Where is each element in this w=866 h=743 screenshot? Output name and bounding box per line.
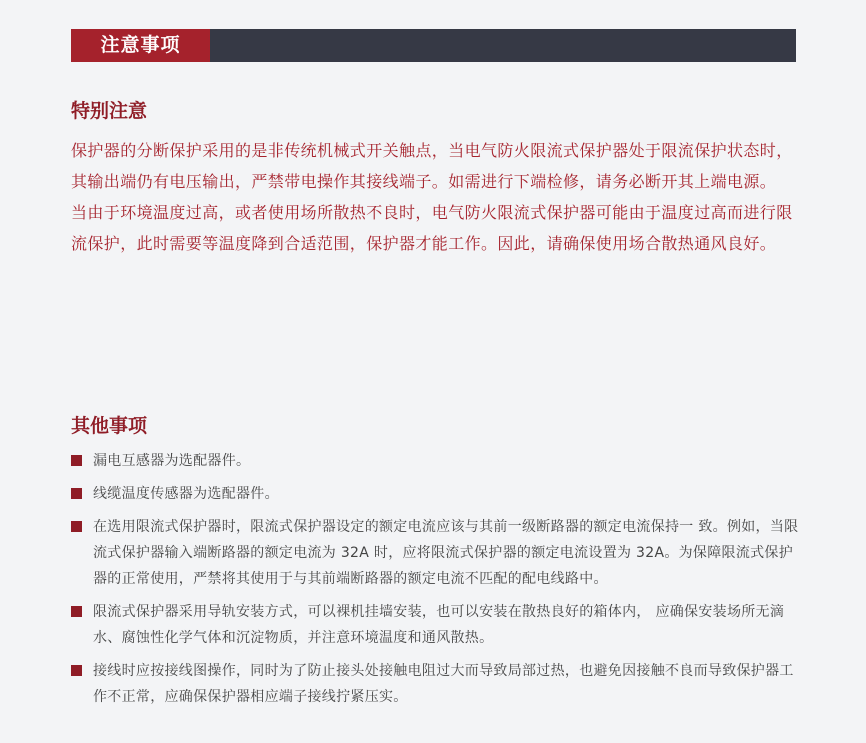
special-notice-title: 特别注意: [71, 100, 148, 122]
special-paragraph: 保护器的分断保护采用的是非传统机械式开关触点，当电气防火限流式保护器处于限流保护状态时，其输出端仍有电压输出，严禁带电操作其接线端子。如需进行下端检修，请务必断开其上端电源。: [71, 141, 793, 191]
special-notice-body: [71, 135, 801, 259]
section-banner: [71, 29, 796, 62]
square-bullet-icon: [71, 606, 82, 617]
special-paragraph: 当由于环境温度过高，或者使用场所散热不良时，电气防火限流式保护器可能由于温度过高而进行限流保护，此时需要等温度降到合适范围，保护器才能工作。因此，请确保使用场合散热通风良好。: [71, 203, 793, 253]
square-bullet-icon: [71, 521, 82, 532]
other-items-title: 其他事项: [71, 415, 148, 437]
list-item-text: 在选用限流式保护器时，限流式保护器设定的额定电流应该与其前一级断路器的额定电流保持一 致。例如，当限流式保护器输入端断路器的额定电流为 32A 时，应将限流式保护器的额定电流设置为 32A。为保障限流式保护器的正常使用，严禁将其使用于与其前端断路器的额定电流不匹配的配电线路中。: [93, 519, 799, 587]
list-item: [71, 658, 806, 710]
list-item: [71, 481, 806, 507]
list-item: [71, 448, 806, 474]
other-items-list: [71, 448, 806, 710]
list-item: [71, 514, 806, 592]
list-item-text: 漏电互感器为选配器件。: [93, 453, 251, 469]
list-item-text: 线缆温度传感器为选配器件。: [93, 486, 279, 502]
square-bullet-icon: [71, 488, 82, 499]
banner-tab-label: 注意事项: [71, 29, 210, 62]
square-bullet-icon: [71, 455, 82, 466]
list-item-text: 限流式保护器采用导轨安装方式，可以裸机挂墙安装，也可以安装在散热良好的箱体内， 应确保安装场所无滴水、腐蚀性化学气体和沉淀物质，并注意环境温度和通风散热。: [93, 604, 785, 646]
list-item: [71, 599, 806, 651]
list-item-text: 接线时应按接线图操作，同时为了防止接头处接触电阻过大而导致局部过热，也避免因接触不良而导致保护器工作不正常，应确保保护器相应端子接线拧紧压实。: [93, 663, 794, 705]
square-bullet-icon: [71, 665, 82, 676]
